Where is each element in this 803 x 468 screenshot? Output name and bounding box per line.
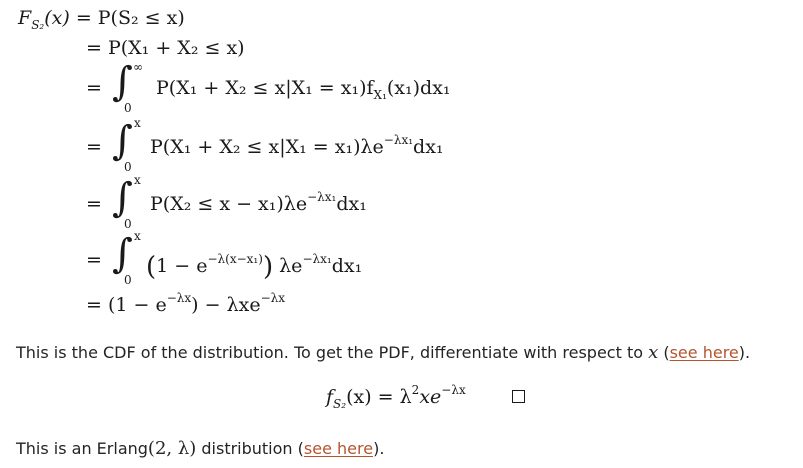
line-1-rhs: = P(S₂ ≤ x) xyxy=(75,7,185,29)
pdf-result xyxy=(326,383,466,411)
paragraph-erlang: This is an Erlang(2, λ) distribution (see here). xyxy=(16,438,385,459)
paragraph-1-variable: x xyxy=(648,342,659,363)
paragraph-1-end: . xyxy=(745,343,751,362)
integral-5-upper: x xyxy=(134,173,141,187)
line-7-exponent-2: −λx xyxy=(260,291,286,305)
integral-sign-3: ∫ xyxy=(112,59,133,105)
integral-4-lower: 0 xyxy=(124,160,132,174)
pdf-square: 2 xyxy=(411,383,420,397)
derivation-line-4 xyxy=(150,133,444,158)
paragraph-2-text2: distribution xyxy=(201,439,293,458)
integral-6-lower: 0 xyxy=(124,273,132,287)
cdf-subscript: S₂ xyxy=(31,18,45,32)
line-3-integrand: P(X₁ + X₂ ≤ x|X₁ = x₁)f xyxy=(156,77,374,99)
line-6-end: dx₁ xyxy=(331,255,363,277)
paragraph-2-end: . xyxy=(379,439,385,458)
derivation-line-7 xyxy=(86,291,286,316)
derivation-line-5 xyxy=(150,190,367,215)
line-4-tail: dx₁ xyxy=(413,136,444,158)
pdf-mid: xe xyxy=(419,386,442,408)
integral-sign-5: ∫ xyxy=(112,175,133,221)
pdf-subscript: S₂ xyxy=(333,397,347,411)
line-3-tail: (x₁)dx₁ xyxy=(386,77,451,99)
paragraph-1-text: This is the CDF of the distribution. To get the PDF, differentiate with respect to xyxy=(16,343,644,362)
qed-box-icon xyxy=(512,390,525,403)
pdf-symbol: f xyxy=(326,386,334,408)
paragraph-2-text: This is an Erlang xyxy=(16,439,148,458)
line-5-integrand: P(X₂ ≤ x − x₁)λe xyxy=(150,193,308,215)
integral-5-lower: 0 xyxy=(124,217,132,231)
line-7-exponent-1: −λx xyxy=(166,291,192,305)
line-2-rhs: = P(X₁ + X₂ ≤ x) xyxy=(86,37,245,59)
line-6-inner-exponent: −λ(x−x₁) xyxy=(207,252,263,266)
line-3-eq: = xyxy=(86,77,102,99)
line-6-eq: = xyxy=(86,249,102,271)
see-here-link-1[interactable]: see here xyxy=(669,343,739,362)
line-6-exponent: −λx₁ xyxy=(302,252,332,266)
integral-3-upper: ∞ xyxy=(133,60,143,74)
line-4-exponent: −λx₁ xyxy=(383,133,414,147)
line-6-tail: λe xyxy=(279,255,303,277)
line-7-start: = (1 − e xyxy=(86,294,167,316)
integral-sign-4: ∫ xyxy=(112,118,133,164)
paragraph-cdf: This is the CDF of the distribution. To get the PDF, differentiate with respect to x (see here). xyxy=(16,342,751,363)
line-4-integrand: P(X₁ + X₂ ≤ x|X₁ = x₁)λe xyxy=(150,136,384,158)
cdf-symbol: F xyxy=(18,7,32,29)
line-5-exponent: −λx₁ xyxy=(307,190,337,204)
line-6-inner: 1 − e xyxy=(156,255,208,277)
erlang-params: (2, λ) xyxy=(147,438,197,459)
line-3-subscript: X₁ xyxy=(373,88,387,102)
line-7-mid: ) − λxe xyxy=(191,294,261,316)
integral-6-upper: x xyxy=(134,229,141,243)
derivation-line-1 xyxy=(18,7,185,32)
derivation-line-3 xyxy=(156,77,451,102)
integral-3-lower: 0 xyxy=(124,101,132,115)
line-5-eq: = xyxy=(86,193,102,215)
line-5-tail: dx₁ xyxy=(336,193,367,215)
see-here-link-2[interactable]: see here xyxy=(303,439,374,458)
derivation-line-6: $(1 - e^{-\lambda(x-x_1)})$ $\lambda e^{-\lambda x_1}dx_1$ xyxy=(146,252,363,282)
pdf-exponent: −λx xyxy=(441,383,466,397)
integral-4-upper: x xyxy=(134,116,141,130)
derivation-line-2 xyxy=(86,39,245,58)
integral-sign-6: ∫ xyxy=(112,231,133,277)
line-4-eq: = xyxy=(86,136,102,158)
cdf-argument: (x) xyxy=(44,7,70,29)
pdf-body: (x) = λ xyxy=(346,386,412,408)
